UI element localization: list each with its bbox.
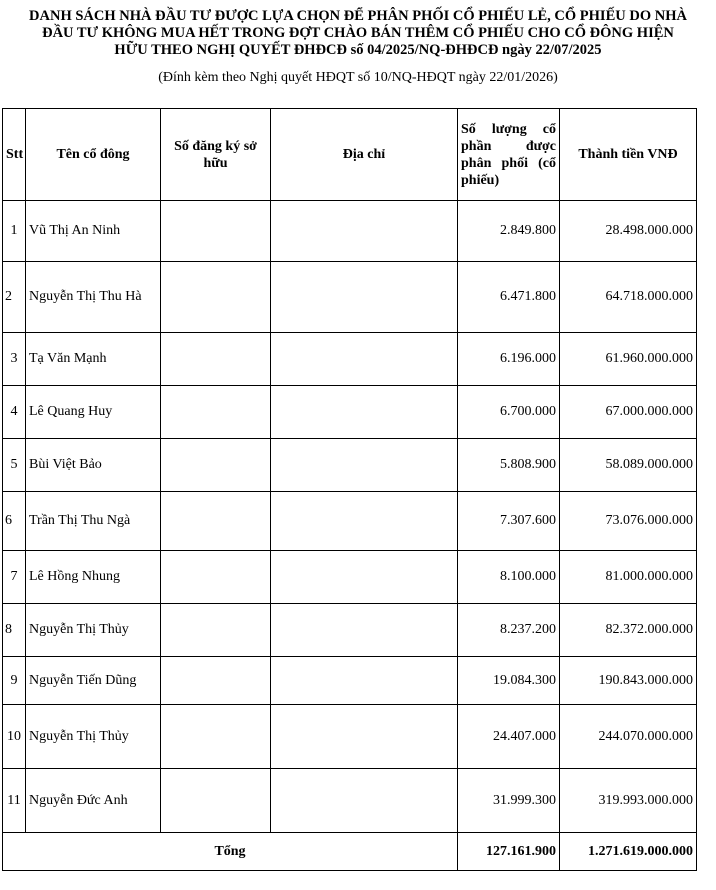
row-registration-number xyxy=(161,386,271,439)
total-amount: 1.271.619.000.000 xyxy=(560,833,697,871)
row-amount: 82.372.000.000 xyxy=(560,604,697,657)
table-row xyxy=(3,386,697,439)
table-row xyxy=(3,333,697,386)
row-shareholder-name: Nguyễn Thị Thủy xyxy=(26,604,161,657)
row-stt: 5 xyxy=(3,439,26,492)
table-row xyxy=(3,439,697,492)
row-address xyxy=(271,262,458,333)
row-registration-number xyxy=(161,657,271,705)
row-amount: 190.843.000.000 xyxy=(560,657,697,705)
table-row xyxy=(3,705,697,769)
column-header-registration: Số đăng ký sở hữu xyxy=(161,109,271,201)
row-registration-number xyxy=(161,201,271,262)
row-stt: 2 xyxy=(3,262,26,333)
table-row xyxy=(3,262,697,333)
row-quantity: 8.100.000 xyxy=(458,551,560,604)
row-address xyxy=(271,201,458,262)
row-quantity: 5.808.900 xyxy=(458,439,560,492)
row-registration-number xyxy=(161,333,271,386)
row-registration-number xyxy=(161,262,271,333)
title-line-1: DANH SÁCH NHÀ ĐẦU TƯ ĐƯỢC LỰA CHỌN ĐỂ PHÂN PHỐI CỔ PHIẾU LẺ, CỔ PHIẾU DO NHÀ xyxy=(29,8,687,24)
title-line-2: ĐẦU TƯ KHÔNG MUA HẾT TRONG ĐỢT CHÀO BÁN THÊM CỔ PHIẾU CHO CỔ ĐÔNG HIỆN xyxy=(42,25,674,41)
total-quantity: 127.161.900 xyxy=(458,833,560,871)
row-shareholder-name: Bùi Việt Bảo xyxy=(26,439,161,492)
table-row xyxy=(3,769,697,833)
table-row xyxy=(3,657,697,705)
row-shareholder-name: Trần Thị Thu Ngà xyxy=(26,492,161,551)
table-row xyxy=(3,492,697,551)
row-registration-number xyxy=(161,439,271,492)
row-shareholder-name: Lê Hồng Nhung xyxy=(26,551,161,604)
column-header-stt: Stt xyxy=(3,109,26,201)
row-shareholder-name: Nguyễn Thị Thủy xyxy=(26,705,161,769)
column-header-quantity: Số lượng cổ phần được phân phối (cổ phiếu) xyxy=(458,109,560,201)
total-label: Tổng xyxy=(3,833,458,871)
row-address xyxy=(271,769,458,833)
row-stt: 4 xyxy=(3,386,26,439)
row-stt: 11 xyxy=(3,769,26,833)
row-address xyxy=(271,439,458,492)
row-amount: 81.000.000.000 xyxy=(560,551,697,604)
row-shareholder-name: Nguyễn Thị Thu Hà xyxy=(26,262,161,333)
row-quantity: 7.307.600 xyxy=(458,492,560,551)
row-registration-number xyxy=(161,769,271,833)
row-stt: 9 xyxy=(3,657,26,705)
row-quantity: 8.237.200 xyxy=(458,604,560,657)
investor-table xyxy=(2,108,697,871)
row-stt: 6 xyxy=(3,492,26,551)
table-row xyxy=(3,201,697,262)
row-shareholder-name: Tạ Văn Mạnh xyxy=(26,333,161,386)
total-row xyxy=(3,833,697,871)
column-header-amount: Thành tiền VNĐ xyxy=(560,109,697,201)
table-row xyxy=(3,551,697,604)
row-amount: 28.498.000.000 xyxy=(560,201,697,262)
row-address xyxy=(271,551,458,604)
row-shareholder-name: Nguyễn Đức Anh xyxy=(26,769,161,833)
row-quantity: 24.407.000 xyxy=(458,705,560,769)
row-address xyxy=(271,604,458,657)
row-amount: 58.089.000.000 xyxy=(560,439,697,492)
row-quantity: 31.999.300 xyxy=(458,769,560,833)
row-address xyxy=(271,657,458,705)
row-address xyxy=(271,492,458,551)
row-quantity: 2.849.800 xyxy=(458,201,560,262)
row-amount: 67.000.000.000 xyxy=(560,386,697,439)
row-shareholder-name: Vũ Thị An Ninh xyxy=(26,201,161,262)
table-row xyxy=(3,604,697,657)
row-amount: 73.076.000.000 xyxy=(560,492,697,551)
row-address xyxy=(271,705,458,769)
row-stt: 7 xyxy=(3,551,26,604)
row-registration-number xyxy=(161,492,271,551)
row-stt: 1 xyxy=(3,201,26,262)
row-stt: 3 xyxy=(3,333,26,386)
row-quantity: 6.471.800 xyxy=(458,262,560,333)
title-line-3: HỮU THEO NGHỊ QUYẾT ĐHĐCĐ số 04/2025/NQ-ĐHĐCĐ ngày 22/07/2025 xyxy=(114,42,602,58)
row-quantity: 6.196.000 xyxy=(458,333,560,386)
row-stt: 8 xyxy=(3,604,26,657)
document-title xyxy=(0,8,716,59)
row-shareholder-name: Nguyễn Tiến Dũng xyxy=(26,657,161,705)
table-header-row xyxy=(3,109,697,201)
row-address xyxy=(271,386,458,439)
row-shareholder-name: Lê Quang Huy xyxy=(26,386,161,439)
column-header-name: Tên cổ đông xyxy=(26,109,161,201)
row-stt: 10 xyxy=(3,705,26,769)
row-amount: 244.070.000.000 xyxy=(560,705,697,769)
row-registration-number xyxy=(161,604,271,657)
row-quantity: 19.084.300 xyxy=(458,657,560,705)
row-quantity: 6.700.000 xyxy=(458,386,560,439)
row-registration-number xyxy=(161,551,271,604)
row-amount: 319.993.000.000 xyxy=(560,769,697,833)
row-amount: 64.718.000.000 xyxy=(560,262,697,333)
document-subtitle: (Đính kèm theo Nghị quyết HĐQT số 10/NQ-HĐQT ngày 22/01/2026) xyxy=(158,70,558,85)
row-registration-number xyxy=(161,705,271,769)
column-header-address: Địa chỉ xyxy=(271,109,458,201)
row-amount: 61.960.000.000 xyxy=(560,333,697,386)
row-address xyxy=(271,333,458,386)
